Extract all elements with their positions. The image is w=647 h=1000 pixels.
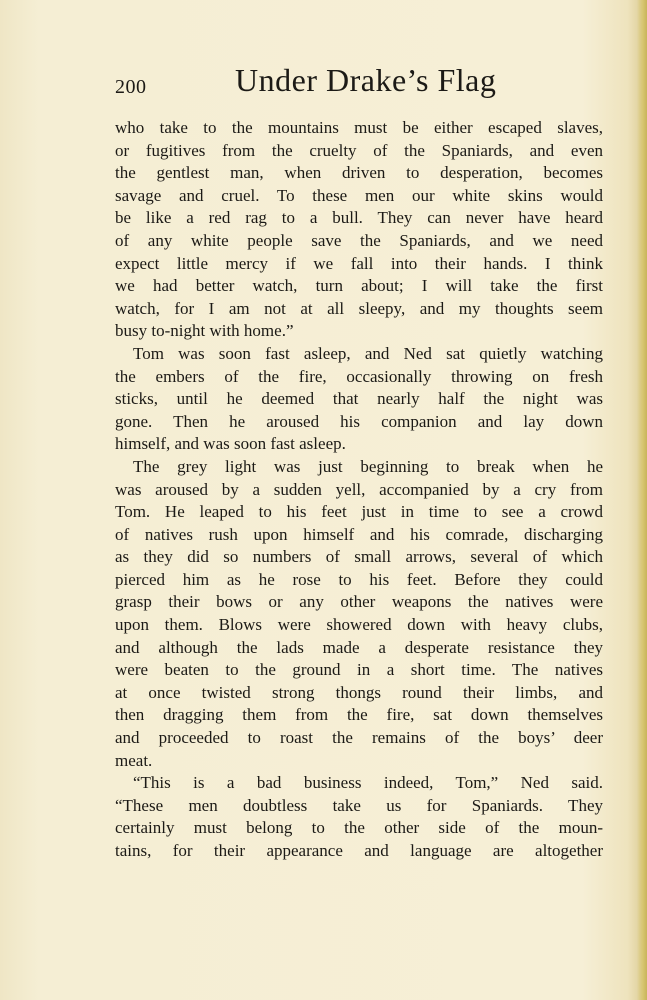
text-line: tains, for their appearance and language are altogether xyxy=(115,841,603,860)
text-line: watch, for I am not at all sleepy, and my thoughts seem xyxy=(115,298,603,318)
text-line: of natives rush upon himself and his comrade, discharging xyxy=(115,524,603,544)
text-line: gone. Then he aroused his companion and lay down xyxy=(115,411,603,431)
text-line: then dragging them from the fire, sat down themselves xyxy=(115,705,603,725)
text-line: certainly must belong to the other side of the moun- xyxy=(115,818,603,838)
text-line: who take to the mountains must be either escaped slaves, xyxy=(115,118,603,137)
text-line: was aroused by a sudden yell, accompanied by a cry from xyxy=(115,479,603,499)
text-line: The grey light was just beginning to break when he xyxy=(133,456,603,476)
page-edge-shading xyxy=(637,0,647,1000)
text-line: be like a red rag to a bull. They can never have heard xyxy=(115,208,603,228)
text-line: upon them. Blows were showered down with heavy clubs, xyxy=(115,615,603,635)
body-text xyxy=(115,117,603,863)
text-line: pierced him as he rose to his feet. Before they could xyxy=(115,569,603,589)
text-line: “These men doubtless take us for Spaniards. They xyxy=(115,795,603,815)
text-line: of any white people save the Spaniards, and we need xyxy=(115,230,603,250)
page-number: 200 xyxy=(115,76,147,98)
text-line: sticks, until he deemed that nearly half the night was xyxy=(115,389,603,409)
text-line: Tom was soon fast asleep, and Ned sat quietly watching xyxy=(133,343,603,363)
text-line: himself, and was soon fast asleep. xyxy=(115,434,346,454)
text-line: at once twisted strong thongs round their limbs, and xyxy=(115,682,603,702)
text-line: the embers of the fire, occasionally throwing on fresh xyxy=(115,366,603,386)
running-title: Under Drake’s Flag xyxy=(235,62,497,98)
text-line: or fugitives from the cruelty of the Spaniards, and even xyxy=(115,140,603,160)
text-line: Tom. He leaped to his feet just in time to see a crowd xyxy=(115,502,603,522)
text-line: busy to-night with home.” xyxy=(115,321,294,341)
text-line: meat. xyxy=(115,750,153,770)
text-line: we had better watch, turn about; I will take the first xyxy=(115,276,603,296)
text-line: and although the lads made a desperate resistance they xyxy=(115,637,603,657)
text-line: as they did so numbers of small arrows, several of which xyxy=(115,547,603,567)
page-header xyxy=(115,62,605,106)
text-line: “This is a bad business indeed, Tom,” Ned said. xyxy=(133,773,603,793)
text-line: the gentlest man, when driven to desperation, becomes xyxy=(115,163,603,183)
text-line: grasp their bows or any other weapons the natives were xyxy=(115,592,603,612)
text-line: and proceeded to roast the remains of the boys’ deer xyxy=(115,728,603,748)
text-line: savage and cruel. To these men our white skins would xyxy=(115,185,603,205)
text-line: were beaten to the ground in a short time. The natives xyxy=(115,660,603,680)
text-line: expect little mercy if we fall into their hands. I think xyxy=(115,253,603,273)
